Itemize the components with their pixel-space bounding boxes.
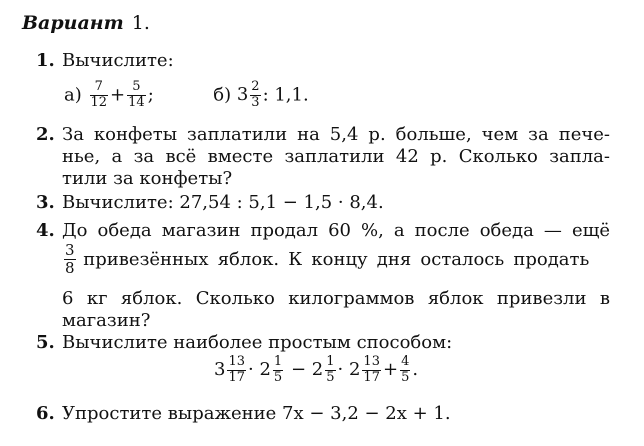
problem-4-line-1: До обеда магазин продал 60 %, а после обеда — ещё [62, 220, 610, 241]
fraction-3-8: $\frac{3}{8}$ [65, 241, 75, 278]
problem-5-number: 5. [36, 332, 55, 353]
problem-2-number: 2. [36, 124, 55, 145]
fraction-4-5: $\frac{4}{5}$ [401, 354, 410, 385]
division-rest: : 1,1. [262, 84, 309, 106]
fraction-2-3: $\frac{2}{3}$ [251, 79, 260, 110]
problem-3-number: 3. [36, 192, 55, 213]
problem-4-line-2-text: привезённых яблок. К концу дня осталось продать [83, 248, 590, 270]
problem-1-number: 1. [36, 50, 55, 71]
variant-number: 1. [131, 12, 150, 34]
fraction-5-14: $\frac{5}{14}$ [128, 79, 145, 110]
problem-3-text: Вычислите: 27,54 : 5,1 − 1,5 · 8,4. [62, 192, 384, 213]
fraction-13-17: $\frac{13}{17}$ [228, 354, 245, 385]
mixed-integer: 3 [236, 84, 249, 106]
problem-6-text: Упростите выражение 7x − 3,2 − 2x + 1. [62, 403, 451, 424]
multiply-dot: · [248, 359, 254, 381]
problem-1b-label: б) [213, 84, 232, 106]
term-1-integer: 3 [214, 359, 226, 381]
problem-6-number: 6. [36, 403, 55, 424]
semicolon: ; [147, 84, 154, 106]
problem-1a-label: а) [64, 84, 82, 106]
problem-4-line-2 [62, 242, 610, 278]
period: . [412, 359, 419, 381]
plus-sign-2: + [382, 359, 399, 381]
fraction-7-12: $\frac{7}{12}$ [90, 79, 108, 110]
problem-4-number: 4. [36, 220, 55, 241]
problem-5-text: Вычислите наиболее простым способом: [62, 332, 453, 353]
minus-sign: − [290, 359, 307, 381]
problem-2-line-1: За конфеты заплатили на 5,4 р. больше, чем за пече- [62, 124, 610, 145]
problem-4-line-4: магазин? [62, 310, 151, 331]
problem-1-expressions [64, 80, 309, 111]
problem-2-line-2: нье, а за всё вместе заплатили 42 р. Сколько запла- [62, 146, 610, 167]
term-2-integer: 2 [259, 359, 271, 381]
problem-1-text: Вычислите: [62, 50, 174, 71]
plus-sign: + [110, 84, 126, 106]
fraction-1-5: $\frac{1}{5}$ [273, 354, 283, 385]
term-4-integer: 2 [348, 359, 361, 381]
problem-5-expression [214, 355, 418, 386]
variant-title [22, 14, 150, 33]
multiply-dot-2: · [337, 359, 344, 381]
fraction-1-5-b: $\frac{1}{5}$ [326, 354, 335, 385]
variant-label: Вариант [22, 12, 124, 34]
term-3-integer: 2 [311, 359, 324, 381]
fraction-13-17-b: $\frac{13}{17}$ [363, 354, 380, 385]
problem-4-line-3: 6 кг яблок. Сколько килограммов яблок привезли в [62, 288, 610, 309]
problem-2-line-3: тили за конфеты? [62, 168, 233, 189]
